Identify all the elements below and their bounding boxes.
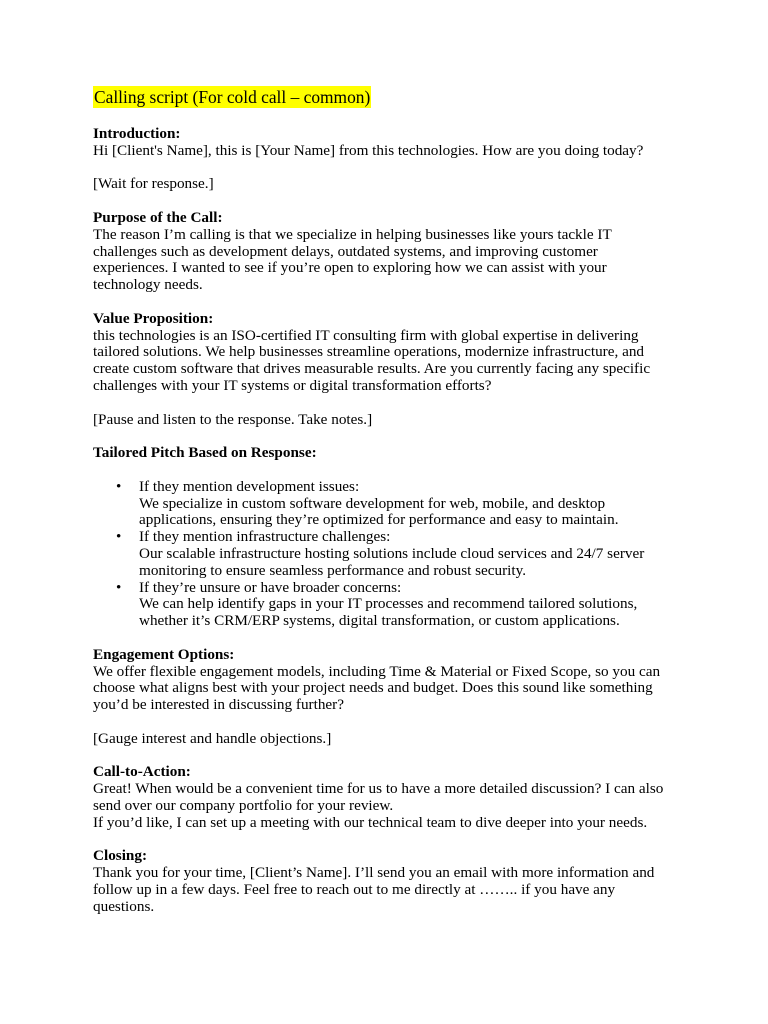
list-item	[116, 578, 693, 630]
list-item-line: whether it’s CRM/ERP systems, digital transformation, or custom applications.	[139, 612, 620, 630]
closing-line: Thank you for your time, [Client’s Name]. I’ll send you an email with more information and	[93, 864, 655, 882]
list-item-line: We can help identify gaps in your IT processes and recommend tailored solutions,	[139, 595, 638, 613]
tailored-pitch-heading: Tailored Pitch Based on Response:	[93, 444, 317, 462]
closing-section	[93, 848, 693, 915]
purpose-line: challenges such as development delays, outdated systems, and improving customer	[93, 242, 598, 260]
value-proposition-note: [Pause and listen to the response. Take notes.]	[93, 410, 373, 428]
value-proposition-line: tailored solutions. We help businesses streamline operations, modernize infrastructure, and	[93, 343, 645, 361]
purpose-section	[93, 210, 693, 294]
purpose-line: technology needs.	[93, 276, 203, 294]
list-item-condition: If they mention infrastructure challenges:	[139, 528, 391, 546]
call-to-action-line: If you’d like, I can set up a meeting with our technical team to dive deeper into your needs.	[93, 813, 648, 831]
list-item-line: monitoring to ensure seamless performance and robust security.	[139, 561, 527, 579]
bullet-icon: •	[116, 477, 122, 495]
engagement-heading: Engagement Options:	[93, 645, 235, 663]
call-to-action-line: Great! When would be a convenient time for us to have a more detailed discussion? I can also	[93, 780, 664, 798]
list-item-line: Our scalable infrastructure hosting solutions include cloud services and 24/7 server	[139, 544, 645, 562]
list-item	[116, 528, 693, 579]
introduction-line: Hi [Client's Name], this is [Your Name] from this technologies. How are you doing today?	[93, 141, 644, 159]
engagement-note: [Gauge interest and handle objections.]	[93, 729, 332, 747]
call-to-action-heading: Call-to-Action:	[93, 763, 191, 781]
list-item-condition: If they mention development issues:	[139, 477, 360, 495]
engagement-line: you’d be interested in discussing further?	[93, 696, 344, 714]
introduction-note: [Wait for response.]	[93, 175, 214, 193]
value-proposition-line: this technologies is an ISO-certified IT consulting firm with global expertise in delivering	[93, 326, 639, 344]
closing-line: follow up in a few days. Feel free to reach out to me directly at …….. if you have any	[93, 880, 616, 898]
list-item-line: We specialize in custom software development for web, mobile, and desktop	[139, 494, 606, 512]
closing-heading: Closing:	[93, 847, 148, 865]
tailored-pitch-section	[93, 445, 693, 630]
tailored-pitch-list	[93, 479, 693, 630]
list-item-condition: If they’re unsure or have broader concerns:	[139, 578, 402, 596]
value-proposition-section	[93, 311, 693, 429]
engagement-section	[93, 647, 693, 748]
list-item	[116, 477, 693, 529]
call-to-action-section	[93, 764, 693, 831]
purpose-heading: Purpose of the Call:	[93, 208, 223, 226]
value-proposition-heading: Value Proposition:	[93, 309, 214, 327]
call-to-action-line: send over our company portfolio for your review.	[93, 796, 394, 814]
engagement-line: We offer flexible engagement models, including Time & Material or Fixed Scope, so you can	[93, 662, 661, 680]
value-proposition-line: create custom software that drives measurable results. Are you currently facing any specific	[93, 360, 651, 378]
introduction-heading: Introduction:	[93, 125, 181, 142]
document-title: Calling script (For cold call – common)	[94, 87, 371, 107]
list-item-line: applications, ensuring they’re optimized for performance and easy to maintain.	[139, 511, 619, 529]
bullet-icon: •	[116, 528, 122, 546]
bullet-icon: •	[116, 578, 122, 596]
purpose-line: The reason I’m calling is that we specialize in helping businesses like yours tackle IT	[93, 225, 612, 243]
purpose-line: experiences. I wanted to see if you’re open to exploring how we can assist with your	[93, 259, 607, 277]
closing-line: questions.	[93, 897, 155, 915]
engagement-line: choose what aligns best with your project needs and budget. Does this sound like something	[93, 679, 653, 697]
document-page	[93, 86, 693, 915]
value-proposition-line: challenges with your IT systems or digital transformation efforts?	[93, 376, 492, 394]
introduction-section	[93, 126, 693, 193]
